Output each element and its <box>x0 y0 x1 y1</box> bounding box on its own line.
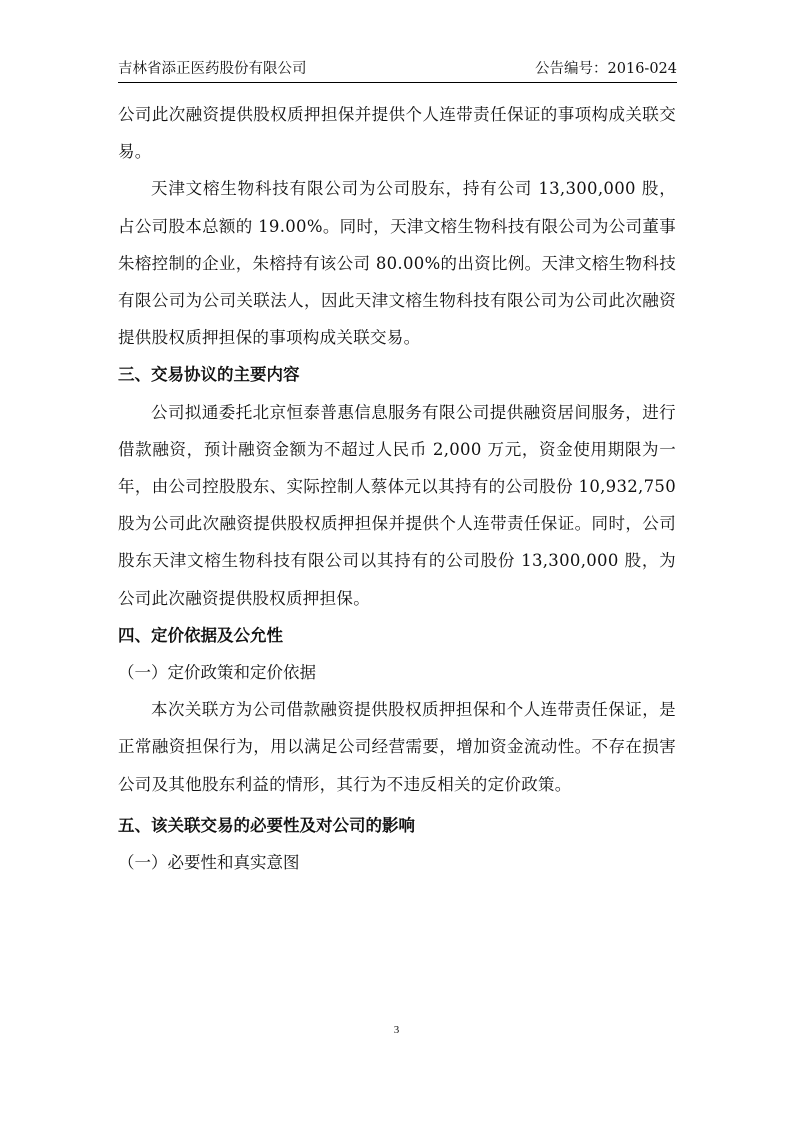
page-number: 3 <box>393 1024 400 1036</box>
subsection-heading-5-1: （一）必要性和真实意图 <box>118 853 300 873</box>
paragraph-pricing-policy: 本次关联方为公司借款融资提供股权质押担保和个人连带责任保证，是正常融资担保行为，用以满足公司经营需要，增加资金流动性。不存在损害公司及其他股东利益的情形，其行为不违反相关的定价政策。 <box>118 700 676 794</box>
header-company-name: 吉林省添正医药股份有限公司 <box>118 61 307 77</box>
header-doc-number: 公告编号：2016-024 <box>535 61 677 77</box>
section-heading-4: 四、定价依据及公允性 <box>118 625 283 645</box>
paragraph-agreement-content: 公司拟通委托北京恒泰普惠信息服务有限公司提供融资居间服务，进行借款融资，预计融资金额为不超过人民币 2,000 万元，资金使用期限为一年，由公司控股股东、实际控制人蔡体元以其持有的公司股份 10,932,750 股为公司此次融资提供股权质押担保并提供个人连带责任保证。同时，公司股东天津文榕生物科技有限公司以其持有的公司股份 13,300,000 股，为公司此次融资提供股权质押担保。 <box>118 402 676 608</box>
section-heading-3: 三、交易协议的主要内容 <box>118 365 300 385</box>
paragraph-related-transaction: 公司此次融资提供股权质押担保并提供个人连带责任保证的事项构成关联交易。 <box>118 105 676 162</box>
paragraph-shareholder-info: 天津文榕生物科技有限公司为公司股东，持有公司 13,300,000 股，占公司股本总额的 19.00%。同时，天津文榕生物科技有限公司为公司董事朱榕控制的企业，朱榕持有该公司 80.00%的出资比例。天津文榕生物科技有限公司为公司关联法人，因此天津文榕生物科技有限公司为公司此次融资提供股权质押担保的事项构成关联交易。 <box>118 179 676 348</box>
subsection-heading-4-1: （一）定价政策和定价依据 <box>118 663 316 683</box>
page-header <box>118 56 677 83</box>
document-body <box>118 96 676 881</box>
section-heading-5: 五、该关联交易的必要性及对公司的影响 <box>118 815 415 835</box>
